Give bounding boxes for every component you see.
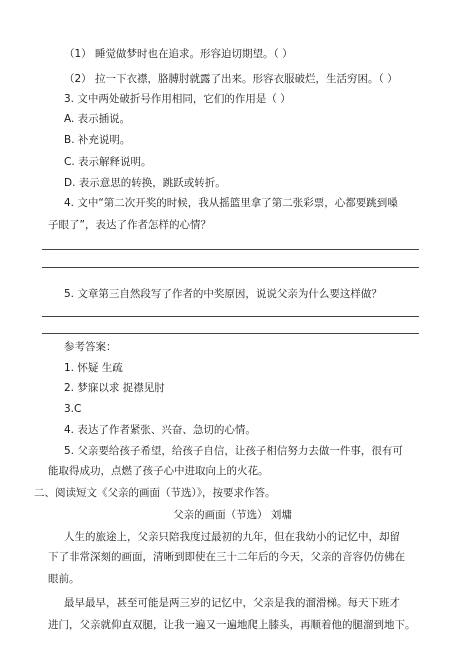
question-2-item-1: （1） 睡觉做梦时也在追求。形容迫切期望。（ ） xyxy=(64,48,293,60)
answer-5-line-2: 能取得成功，点燃了孩子心中进取向上的火花。 xyxy=(48,465,269,477)
question-3-option-d: D. 表示意思的转换，跳跃或转折。 xyxy=(64,177,226,189)
passage-p1-line-2: 下了非常深刻的画面，清晰到即使在三十二年后的今天，父亲的音容仍仿佛在 xyxy=(48,551,405,563)
passage-title: 父亲的画面（节选） 刘墉 xyxy=(173,509,292,521)
question-3: 3. 文中两处破折号作用相同，它们的作用是（ ） xyxy=(64,93,291,105)
section-2-instruction: 二、阅读短文《父亲的画面（节选）》，按要求作答。 xyxy=(34,487,276,499)
passage-p1-line-1: 人生的旅途上，父亲只陪我度过最初的九年，但在我幼小的记忆中，却留 xyxy=(64,531,400,543)
answer-line-2 xyxy=(42,267,419,268)
question-4-line-2: 子眼了”，表达了作者怎样的心情？ xyxy=(48,219,211,231)
passage-p2-line-1: 最早最早，甚至可能是两三岁的记忆中，父亲是我的溜滑梯。每天下班才 xyxy=(64,597,400,609)
answer-line-3 xyxy=(42,316,419,317)
answer-4: 4. 表达了作者紧张、兴奋、急切的心情。 xyxy=(64,424,256,436)
passage-p1-line-3: 眼前。 xyxy=(48,573,80,585)
question-4-line-1: 4. 文中“第二次开奖的时候，我从摇篮里拿了第二张彩票，心都要跳到嗓 xyxy=(64,197,398,209)
passage-p2-line-2: 进门，父亲就仰直双腿，让我一遍又一遍地爬上膝头，再顺着他的腿溜到地下。 xyxy=(48,619,416,631)
question-3-option-b: B. 补充说明。 xyxy=(64,134,131,146)
question-3-option-a: A. 表示插说。 xyxy=(64,113,131,125)
question-5: 5. 文章第三自然段写了作者的中奖原因，说说父亲为什么要这样做？ xyxy=(64,288,382,300)
question-2-item-2: （2） 拉一下衣襟，胳膊肘就露了出来。形容衣服破烂，生活穷困。（ ） xyxy=(64,73,398,85)
answer-3: 3.C xyxy=(64,403,82,415)
answer-1: 1. 怀疑 生疏 xyxy=(64,362,123,374)
answer-line-1 xyxy=(42,249,419,250)
answers-heading: 参考答案： xyxy=(64,341,117,353)
answer-2: 2. 梦寐以求 捉襟见肘 xyxy=(64,382,165,394)
answer-5-line-1: 5. 父亲要给孩子希望，给孩子自信，让孩子相信努力去做一件事，很有可 xyxy=(64,445,403,457)
answer-line-4 xyxy=(42,333,419,334)
question-3-option-c: C. 表示解释说明。 xyxy=(64,156,152,168)
